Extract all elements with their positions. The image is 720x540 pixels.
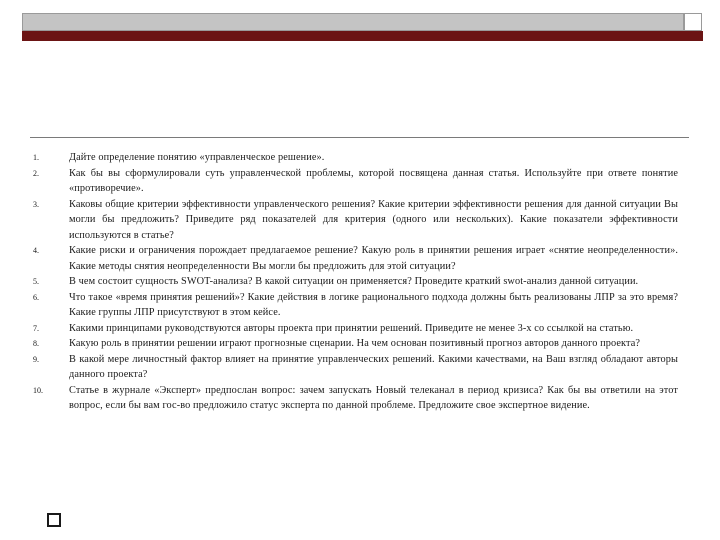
list-item: [30, 166, 678, 197]
slide-corner-box: [684, 13, 702, 31]
item-number: 7.: [33, 323, 39, 333]
slide-top-bar: [22, 13, 684, 31]
list-item: [30, 321, 678, 337]
list-item: [30, 383, 678, 414]
item-number: 6.: [33, 292, 39, 302]
item-number: 2.: [33, 168, 39, 178]
item-number: 3.: [33, 199, 39, 209]
list-item: [30, 243, 678, 274]
item-text: Дайте определение понятию «управленческое решение».: [69, 152, 325, 163]
item-number: 8.: [33, 339, 39, 348]
item-text: Какими принципами руководствуются авторы проекта при принятии решений. Приведите не менее 3-х со ссылкой на статью.: [69, 322, 634, 334]
item-text: Что такое «время принятия решений»? Какие действия в логике рационального подхода должны быть реализованы ЛПР за это время? Какие группы ЛПР присутствуют в этом кейсе.: [69, 291, 678, 318]
square-bullet-icon: [47, 513, 61, 527]
list-item: [30, 336, 678, 352]
item-number: 4.: [33, 246, 39, 255]
list-item: [30, 290, 678, 321]
item-number: 1.: [33, 153, 39, 162]
item-number: 10.: [33, 385, 43, 395]
item-text: Каковы общие критерии эффективности управленческого решения? Какие критерии эффективности решения для данной ситуации Вы могли бы предложить? Приведите ряд показателей для критерия (одного или нескольких). Какие показатели эффективности используются в статье?: [69, 198, 678, 241]
slide-accent-bar: [22, 31, 703, 41]
item-text: Какие риски и ограничения порождает предлагаемое решение? Какую роль в принятии решения играет «снятие неопределенности». Какие методы снятия неопределенности Вы могли бы предложить для этой ситуации?: [69, 245, 678, 272]
item-text: В какой мере личностный фактор влияет на принятие управленческих решений. Какими качествами, на Ваш взгляд обладают авторы данного проекта?: [69, 353, 678, 380]
item-number: 9.: [33, 354, 39, 364]
item-text: Какую роль в принятии решении играют прогнозные сценарии. На чем основан позитивный прогноз авторов данного проекта?: [69, 338, 641, 349]
list-item: [30, 150, 678, 166]
list-item: [30, 352, 678, 383]
divider-line: [30, 137, 689, 138]
item-text: Статье в журнале «Эксперт» предпослан вопрос: зачем запускать Новый телеканал в период кризиса? Как бы вы ответили на этот вопрос, если бы вам гос-во предложило статус эксперта по данной проблеме. Предложите свое экспертное видение.: [69, 384, 678, 411]
item-text: В чем состоит сущность SWOT-анализа? В какой ситуации он применяется? Проведите краткий swot-анализ данной ситуации.: [69, 276, 639, 287]
question-list: [30, 150, 678, 414]
item-text: Как бы вы сформулировали суть управленческой проблемы, которой посвящена данная статья. Используйте при ответе понятие «противоречие».: [69, 167, 678, 194]
list-item: [30, 274, 678, 290]
item-number: 5.: [33, 277, 39, 286]
list-item: [30, 197, 678, 244]
